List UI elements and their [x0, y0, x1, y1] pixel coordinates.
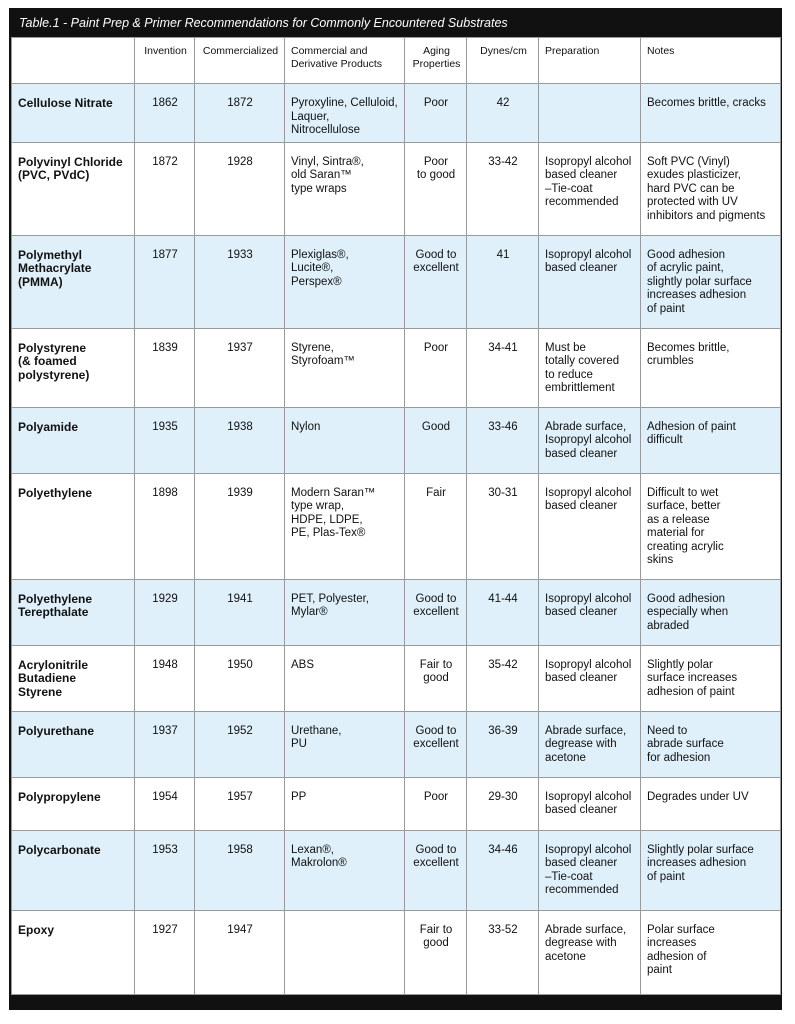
cell-preparation: Isopropyl alcohol based cleaner — [539, 645, 641, 711]
cell-dynes-value: 33-42 — [467, 142, 539, 235]
cell-notes: Soft PVC (Vinyl) exudes plasticizer, hard PVC can be protected with UV inhibitors and pigments — [641, 142, 781, 235]
cell-aging-properties: Poor — [405, 777, 467, 830]
cell-commercialized-year: 1937 — [195, 328, 285, 407]
cell-notes: Slightly polar surface increases adhesion of paint — [641, 645, 781, 711]
cell-products: Styrene, Styrofoam™ — [285, 328, 405, 407]
header-invention: Invention — [135, 38, 195, 84]
cell-commercialized-year: 1947 — [195, 910, 285, 994]
footer-bar — [11, 995, 780, 1008]
cell-products: Urethane, PU — [285, 711, 405, 777]
cell-substrate-name: Polyethylene Terepthalate — [12, 579, 135, 645]
cell-dynes-value: 34-46 — [467, 830, 539, 910]
cell-commercialized-year: 1939 — [195, 473, 285, 579]
substrate-table — [11, 37, 781, 995]
header-substrate — [12, 38, 135, 84]
cell-products: Pyroxyline, Celluloid, Laquer, Nitrocellulose — [285, 84, 405, 143]
cell-substrate-name: Polycarbonate — [12, 830, 135, 910]
cell-commercialized-year: 1941 — [195, 579, 285, 645]
cell-aging-properties: Poor — [405, 328, 467, 407]
cell-invention-year: 1839 — [135, 328, 195, 407]
cell-commercialized-year: 1872 — [195, 84, 285, 143]
cell-aging-properties: Good to excellent — [405, 711, 467, 777]
table-row — [12, 84, 781, 143]
table-row — [12, 328, 781, 407]
cell-preparation: Isopropyl alcohol based cleaner — [539, 235, 641, 328]
header-dynes: Dynes/cm — [467, 38, 539, 84]
cell-preparation: Abrade surface, degrease with acetone — [539, 910, 641, 994]
cell-invention-year: 1927 — [135, 910, 195, 994]
cell-dynes-value: 41 — [467, 235, 539, 328]
cell-products: Plexiglas®, Lucite®, Perspex® — [285, 235, 405, 328]
cell-aging-properties: Good to excellent — [405, 830, 467, 910]
cell-aging-properties: Poor — [405, 84, 467, 143]
table-frame — [9, 8, 782, 1010]
cell-preparation: Abrade surface, degrease with acetone — [539, 711, 641, 777]
cell-notes: Need to abrade surface for adhesion — [641, 711, 781, 777]
cell-dynes-value: 42 — [467, 84, 539, 143]
table-row — [12, 777, 781, 830]
header-aging: Aging Properties — [405, 38, 467, 84]
cell-preparation: Isopropyl alcohol based cleaner –Tie-coat recommended — [539, 830, 641, 910]
cell-preparation: Must be totally covered to reduce embrittlement — [539, 328, 641, 407]
cell-notes: Adhesion of paint difficult — [641, 407, 781, 473]
table-row — [12, 910, 781, 994]
header-row — [12, 38, 781, 84]
table-row — [12, 711, 781, 777]
cell-aging-properties: Fair — [405, 473, 467, 579]
cell-notes: Slightly polar surface increases adhesion of paint — [641, 830, 781, 910]
header-commercialized: Commercialized — [195, 38, 285, 84]
cell-products: Modern Saran™ type wrap, HDPE, LDPE, PE, Plas-Tex® — [285, 473, 405, 579]
cell-commercialized-year: 1958 — [195, 830, 285, 910]
cell-aging-properties: Poor to good — [405, 142, 467, 235]
cell-commercialized-year: 1952 — [195, 711, 285, 777]
cell-invention-year: 1953 — [135, 830, 195, 910]
cell-preparation: Isopropyl alcohol based cleaner — [539, 579, 641, 645]
header-preparation: Preparation — [539, 38, 641, 84]
cell-preparation: Isopropyl alcohol based cleaner –Tie-coat recommended — [539, 142, 641, 235]
table-row — [12, 142, 781, 235]
table-row — [12, 407, 781, 473]
cell-products — [285, 910, 405, 994]
cell-invention-year: 1948 — [135, 645, 195, 711]
cell-substrate-name: Acrylonitrile Butadiene Styrene — [12, 645, 135, 711]
cell-dynes-value: 29-30 — [467, 777, 539, 830]
cell-products: PET, Polyester, Mylar® — [285, 579, 405, 645]
header-products: Commercial and Derivative Products — [285, 38, 405, 84]
cell-commercialized-year: 1933 — [195, 235, 285, 328]
cell-dynes-value: 35-42 — [467, 645, 539, 711]
cell-dynes-value: 36-39 — [467, 711, 539, 777]
cell-invention-year: 1862 — [135, 84, 195, 143]
cell-dynes-value: 34-41 — [467, 328, 539, 407]
header-notes: Notes — [641, 38, 781, 84]
cell-substrate-name: Cellulose Nitrate — [12, 84, 135, 143]
cell-preparation: Isopropyl alcohol based cleaner — [539, 473, 641, 579]
table-row — [12, 473, 781, 579]
cell-substrate-name: Polystyrene (& foamed polystyrene) — [12, 328, 135, 407]
cell-dynes-value: 41-44 — [467, 579, 539, 645]
cell-substrate-name: Polyamide — [12, 407, 135, 473]
cell-dynes-value: 33-46 — [467, 407, 539, 473]
cell-commercialized-year: 1938 — [195, 407, 285, 473]
cell-invention-year: 1929 — [135, 579, 195, 645]
cell-commercialized-year: 1957 — [195, 777, 285, 830]
cell-substrate-name: Polymethyl Methacrylate (PMMA) — [12, 235, 135, 328]
cell-commercialized-year: 1950 — [195, 645, 285, 711]
cell-notes: Polar surface increases adhesion of paint — [641, 910, 781, 994]
cell-invention-year: 1877 — [135, 235, 195, 328]
cell-aging-properties: Good to excellent — [405, 235, 467, 328]
cell-substrate-name: Polyurethane — [12, 711, 135, 777]
cell-aging-properties: Good — [405, 407, 467, 473]
cell-invention-year: 1937 — [135, 711, 195, 777]
cell-invention-year: 1935 — [135, 407, 195, 473]
cell-products: ABS — [285, 645, 405, 711]
cell-notes: Good adhesion of acrylic paint, slightly polar surface increases adhesion of paint — [641, 235, 781, 328]
cell-aging-properties: Good to excellent — [405, 579, 467, 645]
cell-products: PP — [285, 777, 405, 830]
cell-commercialized-year: 1928 — [195, 142, 285, 235]
table-row — [12, 645, 781, 711]
cell-aging-properties: Fair to good — [405, 645, 467, 711]
table-row — [12, 579, 781, 645]
cell-products: Vinyl, Sintra®, old Saran™ type wraps — [285, 142, 405, 235]
cell-notes: Becomes brittle, crumbles — [641, 328, 781, 407]
cell-preparation: Isopropyl alcohol based cleaner — [539, 777, 641, 830]
cell-invention-year: 1898 — [135, 473, 195, 579]
cell-aging-properties: Fair to good — [405, 910, 467, 994]
cell-substrate-name: Epoxy — [12, 910, 135, 994]
cell-notes: Difficult to wet surface, better as a release material for creating acrylic skins — [641, 473, 781, 579]
table-row — [12, 830, 781, 910]
cell-notes: Becomes brittle, cracks — [641, 84, 781, 143]
cell-substrate-name: Polyethylene — [12, 473, 135, 579]
cell-invention-year: 1954 — [135, 777, 195, 830]
cell-substrate-name: Polypropylene — [12, 777, 135, 830]
cell-products: Lexan®, Makrolon® — [285, 830, 405, 910]
cell-dynes-value: 33-52 — [467, 910, 539, 994]
cell-substrate-name: Polyvinyl Chloride (PVC, PVdC) — [12, 142, 135, 235]
table-body — [12, 84, 781, 995]
table-title: Table.1 - Paint Prep & Primer Recommendations for Commonly Encountered Substrates — [11, 10, 780, 37]
cell-preparation — [539, 84, 641, 143]
cell-notes: Degrades under UV — [641, 777, 781, 830]
cell-preparation: Abrade surface, Isopropyl alcohol based cleaner — [539, 407, 641, 473]
cell-dynes-value: 30-31 — [467, 473, 539, 579]
cell-products: Nylon — [285, 407, 405, 473]
cell-notes: Good adhesion especially when abraded — [641, 579, 781, 645]
cell-invention-year: 1872 — [135, 142, 195, 235]
table-row — [12, 235, 781, 328]
